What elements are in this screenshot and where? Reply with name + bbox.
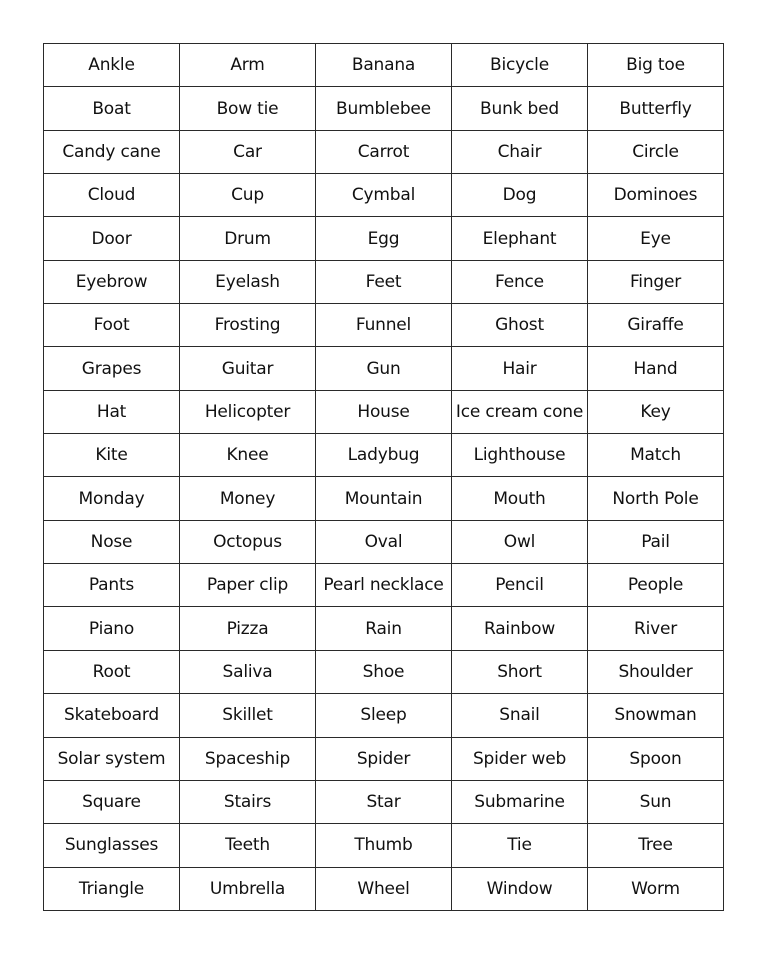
table-row	[44, 477, 724, 520]
table-row	[44, 694, 724, 737]
word-cell: Mountain	[316, 477, 452, 520]
word-cell: Spaceship	[180, 737, 316, 780]
word-cell: Big toe	[588, 44, 724, 87]
word-cell: Hat	[44, 390, 180, 433]
word-cell: Umbrella	[180, 867, 316, 910]
word-cell: River	[588, 607, 724, 650]
table-row	[44, 347, 724, 390]
table-row	[44, 607, 724, 650]
word-cell: Eyelash	[180, 260, 316, 303]
word-cell: Square	[44, 780, 180, 823]
word-cell: Spider web	[452, 737, 588, 780]
word-cell: Candy cane	[44, 130, 180, 173]
word-cell: Dog	[452, 174, 588, 217]
word-cell: Submarine	[452, 780, 588, 823]
word-cell: Chair	[452, 130, 588, 173]
word-cell: Door	[44, 217, 180, 260]
word-cell: Rain	[316, 607, 452, 650]
word-cell: Spoon	[588, 737, 724, 780]
word-cell: Helicopter	[180, 390, 316, 433]
word-cell: Elephant	[452, 217, 588, 260]
table-row	[44, 737, 724, 780]
word-cell: Short	[452, 650, 588, 693]
word-cell: Tree	[588, 824, 724, 867]
word-cell: Hand	[588, 347, 724, 390]
word-cell: Bunk bed	[452, 87, 588, 130]
word-cell: Gun	[316, 347, 452, 390]
word-cell: Arm	[180, 44, 316, 87]
word-cell: Cloud	[44, 174, 180, 217]
table-row	[44, 434, 724, 477]
table-row	[44, 867, 724, 910]
word-cell: Saliva	[180, 650, 316, 693]
word-cell: Worm	[588, 867, 724, 910]
word-cell: Sleep	[316, 694, 452, 737]
word-cell: Root	[44, 650, 180, 693]
word-cell: Funnel	[316, 304, 452, 347]
word-cell: Thumb	[316, 824, 452, 867]
word-cell: Ladybug	[316, 434, 452, 477]
word-cell: Fence	[452, 260, 588, 303]
word-cell: Window	[452, 867, 588, 910]
table-row	[44, 390, 724, 433]
word-cell: House	[316, 390, 452, 433]
word-cell: Stairs	[180, 780, 316, 823]
word-cell: Nose	[44, 520, 180, 563]
word-cell: Grapes	[44, 347, 180, 390]
word-list-table	[43, 43, 724, 911]
word-cell: Bicycle	[452, 44, 588, 87]
word-cell: Pencil	[452, 564, 588, 607]
word-cell: Teeth	[180, 824, 316, 867]
word-cell: Rainbow	[452, 607, 588, 650]
word-cell: Hair	[452, 347, 588, 390]
table-row	[44, 520, 724, 563]
word-cell: Egg	[316, 217, 452, 260]
word-cell: Carrot	[316, 130, 452, 173]
table-row	[44, 130, 724, 173]
word-cell: Oval	[316, 520, 452, 563]
word-cell: Boat	[44, 87, 180, 130]
table-row	[44, 87, 724, 130]
word-cell: Guitar	[180, 347, 316, 390]
word-cell: Snowman	[588, 694, 724, 737]
word-cell: Frosting	[180, 304, 316, 347]
table-row	[44, 824, 724, 867]
word-cell: Car	[180, 130, 316, 173]
word-cell: Shoe	[316, 650, 452, 693]
word-cell: Eyebrow	[44, 260, 180, 303]
word-cell: Wheel	[316, 867, 452, 910]
word-cell: Paper clip	[180, 564, 316, 607]
word-cell: Monday	[44, 477, 180, 520]
word-cell: Key	[588, 390, 724, 433]
word-cell: Lighthouse	[452, 434, 588, 477]
word-cell: Match	[588, 434, 724, 477]
word-cell: Finger	[588, 260, 724, 303]
word-cell: Pearl necklace	[316, 564, 452, 607]
word-cell: Mouth	[452, 477, 588, 520]
table-row	[44, 304, 724, 347]
word-cell: Octopus	[180, 520, 316, 563]
word-cell: Sunglasses	[44, 824, 180, 867]
word-cell: Feet	[316, 260, 452, 303]
word-cell: Owl	[452, 520, 588, 563]
word-cell: Pizza	[180, 607, 316, 650]
table-row	[44, 44, 724, 87]
word-cell: Ice cream cone	[452, 390, 588, 433]
table-row	[44, 174, 724, 217]
table-row	[44, 217, 724, 260]
word-cell: Star	[316, 780, 452, 823]
word-cell: Tie	[452, 824, 588, 867]
word-cell: Eye	[588, 217, 724, 260]
word-cell: Piano	[44, 607, 180, 650]
word-cell: Dominoes	[588, 174, 724, 217]
word-cell: Skillet	[180, 694, 316, 737]
word-cell: Drum	[180, 217, 316, 260]
word-cell: Ankle	[44, 44, 180, 87]
word-cell: Banana	[316, 44, 452, 87]
table-row	[44, 260, 724, 303]
word-cell: North Pole	[588, 477, 724, 520]
word-cell: Pants	[44, 564, 180, 607]
word-table-body	[44, 44, 724, 911]
word-cell: Skateboard	[44, 694, 180, 737]
word-cell: Money	[180, 477, 316, 520]
word-cell: People	[588, 564, 724, 607]
word-cell: Bumblebee	[316, 87, 452, 130]
word-cell: Pail	[588, 520, 724, 563]
word-cell: Butterfly	[588, 87, 724, 130]
word-cell: Ghost	[452, 304, 588, 347]
table-row	[44, 650, 724, 693]
word-cell: Foot	[44, 304, 180, 347]
word-cell: Sun	[588, 780, 724, 823]
word-cell: Cup	[180, 174, 316, 217]
table-row	[44, 780, 724, 823]
word-cell: Cymbal	[316, 174, 452, 217]
word-cell: Shoulder	[588, 650, 724, 693]
word-cell: Circle	[588, 130, 724, 173]
word-cell: Spider	[316, 737, 452, 780]
word-cell: Giraffe	[588, 304, 724, 347]
word-cell: Snail	[452, 694, 588, 737]
word-cell: Solar system	[44, 737, 180, 780]
table-row	[44, 564, 724, 607]
word-cell: Kite	[44, 434, 180, 477]
word-cell: Bow tie	[180, 87, 316, 130]
word-cell: Triangle	[44, 867, 180, 910]
word-cell: Knee	[180, 434, 316, 477]
